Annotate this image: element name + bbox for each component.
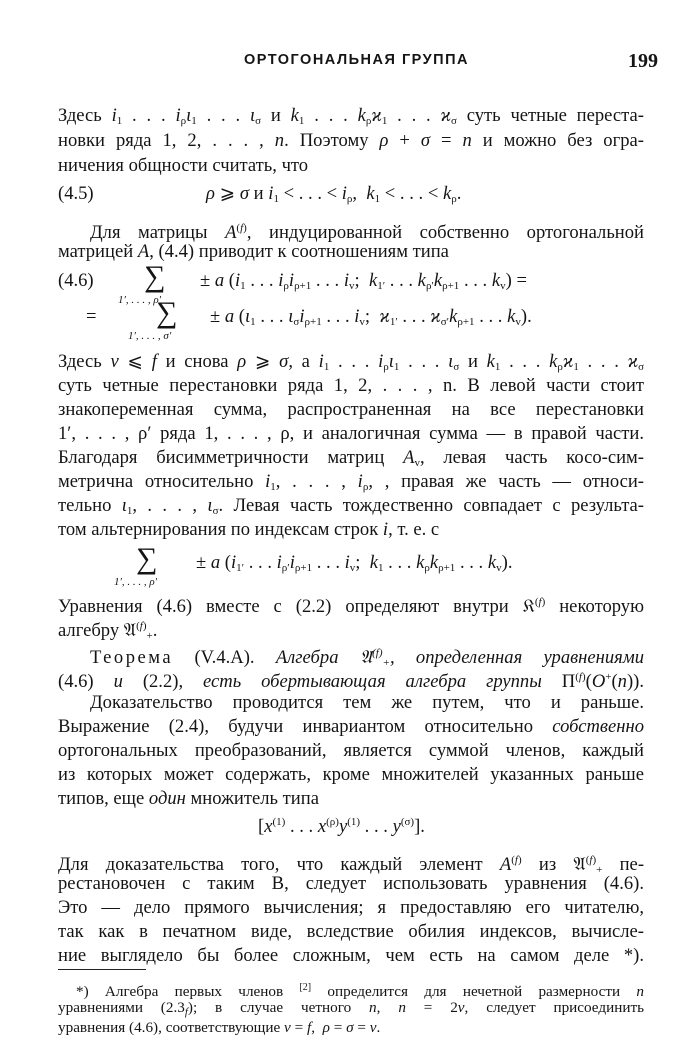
footnote-divider bbox=[58, 969, 146, 970]
summation-index: 1′, . . . , ρ′ bbox=[118, 294, 162, 306]
paragraph-line: Для доказательства того, что каждый элемент $A^{(f)}$ из 𝔄$^{(f)}_+$ пе- bbox=[58, 854, 645, 876]
paragraph-line: ортогональных преобразований, является суммой членов, каждый bbox=[58, 740, 644, 761]
summation-index: 1′, . . . , ρ′ bbox=[114, 576, 158, 588]
paragraph-line: метрична относительно $i_1$, . . . , $i_\rho$, , правая же часть — относи- bbox=[58, 471, 644, 493]
summation-sign: ∑ bbox=[144, 260, 166, 293]
paragraph-line: так как в печатном виде, вследствие обилия индексов, вычисле- bbox=[58, 921, 644, 942]
summation-sign: ∑ bbox=[156, 296, 178, 329]
equation-4-6-rhs: ± a ($\iota_1$ . . . $\iota_\sigma i_{\rho+1}$ . . . $i_v$; $ϰ_{1'}$ . . . $ϰ_{\sigma'}k_{\rho+1}$ . . . $k_v$). bbox=[210, 306, 532, 328]
theorem-statement: Теорема (V.4.A). Алгебра 𝔄$^{(f)}_+$, определенная уравнениями bbox=[90, 647, 644, 669]
equation-4-6-lhs: ± a ($i_1$ . . . $i_\rho i_{\rho+1}$ . . . $i_v$; $k_{1'}$ . . . $k_{\rho'}k_{\rho+1}$ . . . $k_v$) = bbox=[200, 270, 527, 292]
footnote-line: уравнениями $(2.3_f)$; в случае четного n, n = 2ν, следует присоединить bbox=[58, 999, 645, 1018]
factor-type-formula: [$x^{(1)}$ . . . $x^{(\rho)}y^{(1)}$ . . . $y^{(\sigma)}$]. bbox=[258, 816, 425, 837]
page-header bbox=[58, 50, 658, 76]
paragraph-line: 1′, . . . , ρ′ ряда 1, . . . , ρ, и аналогичная сумма — в правой части. bbox=[58, 423, 644, 444]
paragraph-line: из которых может содержать, кроме множителей указанных раньше bbox=[58, 764, 644, 785]
paragraph-line: ние выглядело бы более сложным, чем есть на самом деле *). bbox=[58, 945, 644, 966]
paragraph-line: Уравнения (4.6) вместе с (2.2) определяют внутри 𝔎$^{(f)}$ некоторую bbox=[58, 596, 644, 617]
summation-index: 1′, . . . , σ′ bbox=[128, 330, 172, 342]
paragraph-line: том альтернирования по индексам строк i, т. е. с bbox=[58, 519, 440, 540]
footnote-line: *) Алгебра первых членов [2] определится для нечетной размерности n bbox=[76, 982, 645, 1000]
equals-sign: = bbox=[86, 306, 97, 327]
paragraph-line: Это — дело прямого вычисления; я предоставляю его читателю, bbox=[58, 897, 644, 918]
summation-sign: ∑ bbox=[136, 542, 158, 575]
equation-label: (4.5) bbox=[58, 183, 94, 204]
paragraph-line: типов, еще один множитель типа bbox=[58, 788, 319, 809]
paragraph-line: Здесь $i_1$ . . . $i_\rho\iota_1$ . . . $\iota_\sigma$ и $k_1$ . . . $k_\rho ϰ_1$ . . . $ϰ_\sigma$ суть четные переста- bbox=[58, 105, 644, 127]
paragraph-line: матрицей A, (4.4) приводит к соотношениям типа bbox=[58, 241, 449, 262]
paragraph-line: Благодаря бисимметричности матриц $A_v$, левая часть косо-сим- bbox=[58, 447, 644, 469]
paragraph-line: суть четные перестановки ряда 1, 2, . . . , n. В левой части стоит bbox=[58, 375, 644, 396]
paragraph-line: рестановочен с таким B, следует использовать уравнения (4.6). bbox=[58, 873, 644, 894]
paragraph-line: Доказательство проводится тем же путем, что и раньше. bbox=[90, 692, 644, 713]
paragraph-line: Здесь v ⩽ f и снова ρ ⩾ σ, а $i_1$ . . . $i_\rho\iota_1$ . . . $\iota_\sigma$ и $k_1$ . . . $k_\rho ϰ_1$ . . . $ϰ_\sigma$ bbox=[58, 351, 644, 373]
paragraph-line: тельно $\iota_1$, . . . , $\iota_\sigma$. Левая часть тождественно совпадает с результа- bbox=[58, 495, 644, 517]
alternation-sum: ± a ($i_{1'}$ . . . $i_{\rho'}i_{\rho+1}$ . . . $i_v$; $k_1$ . . . $k_\rho k_{\rho+1}$ . . . $k_v$). bbox=[196, 552, 513, 574]
footnote-line: уравнения (4.6), соответствующие v = f, ρ = σ = ν. bbox=[58, 1019, 381, 1036]
paragraph-line: новки ряда 1, 2, . . . , n. Поэтому ρ + σ = n и можно без огра- bbox=[58, 130, 644, 151]
paragraph-line: знакопеременная сумма, распространенная на все перестановки bbox=[58, 399, 644, 420]
equation-4-5: ρ ⩾ σ и $i_1$ < . . . < $i_\rho$, $k_1$ < . . . < $k_\rho$. bbox=[206, 183, 462, 205]
page-number: 199 bbox=[628, 50, 658, 72]
paragraph-line: Выражение (2.4), будучи инвариантом относительно собственно bbox=[58, 716, 644, 737]
equation-label: (4.6) bbox=[58, 270, 94, 291]
theorem-statement: (4.6) и (2.2), есть обертывающая алгебра группы $\Pi^{(f)}(O^+(n))$. bbox=[58, 671, 645, 692]
paragraph-line: ничения общности считать, что bbox=[58, 155, 309, 176]
running-title: ОРТОГОНАЛЬНАЯ ГРУППА bbox=[244, 52, 469, 68]
paragraph-line: Для матрицы $A^{(f)}$, индуцированной собственно ортогональной bbox=[90, 222, 644, 243]
paragraph-line: алгебру 𝔄$^{(f)}_+$. bbox=[58, 620, 158, 642]
